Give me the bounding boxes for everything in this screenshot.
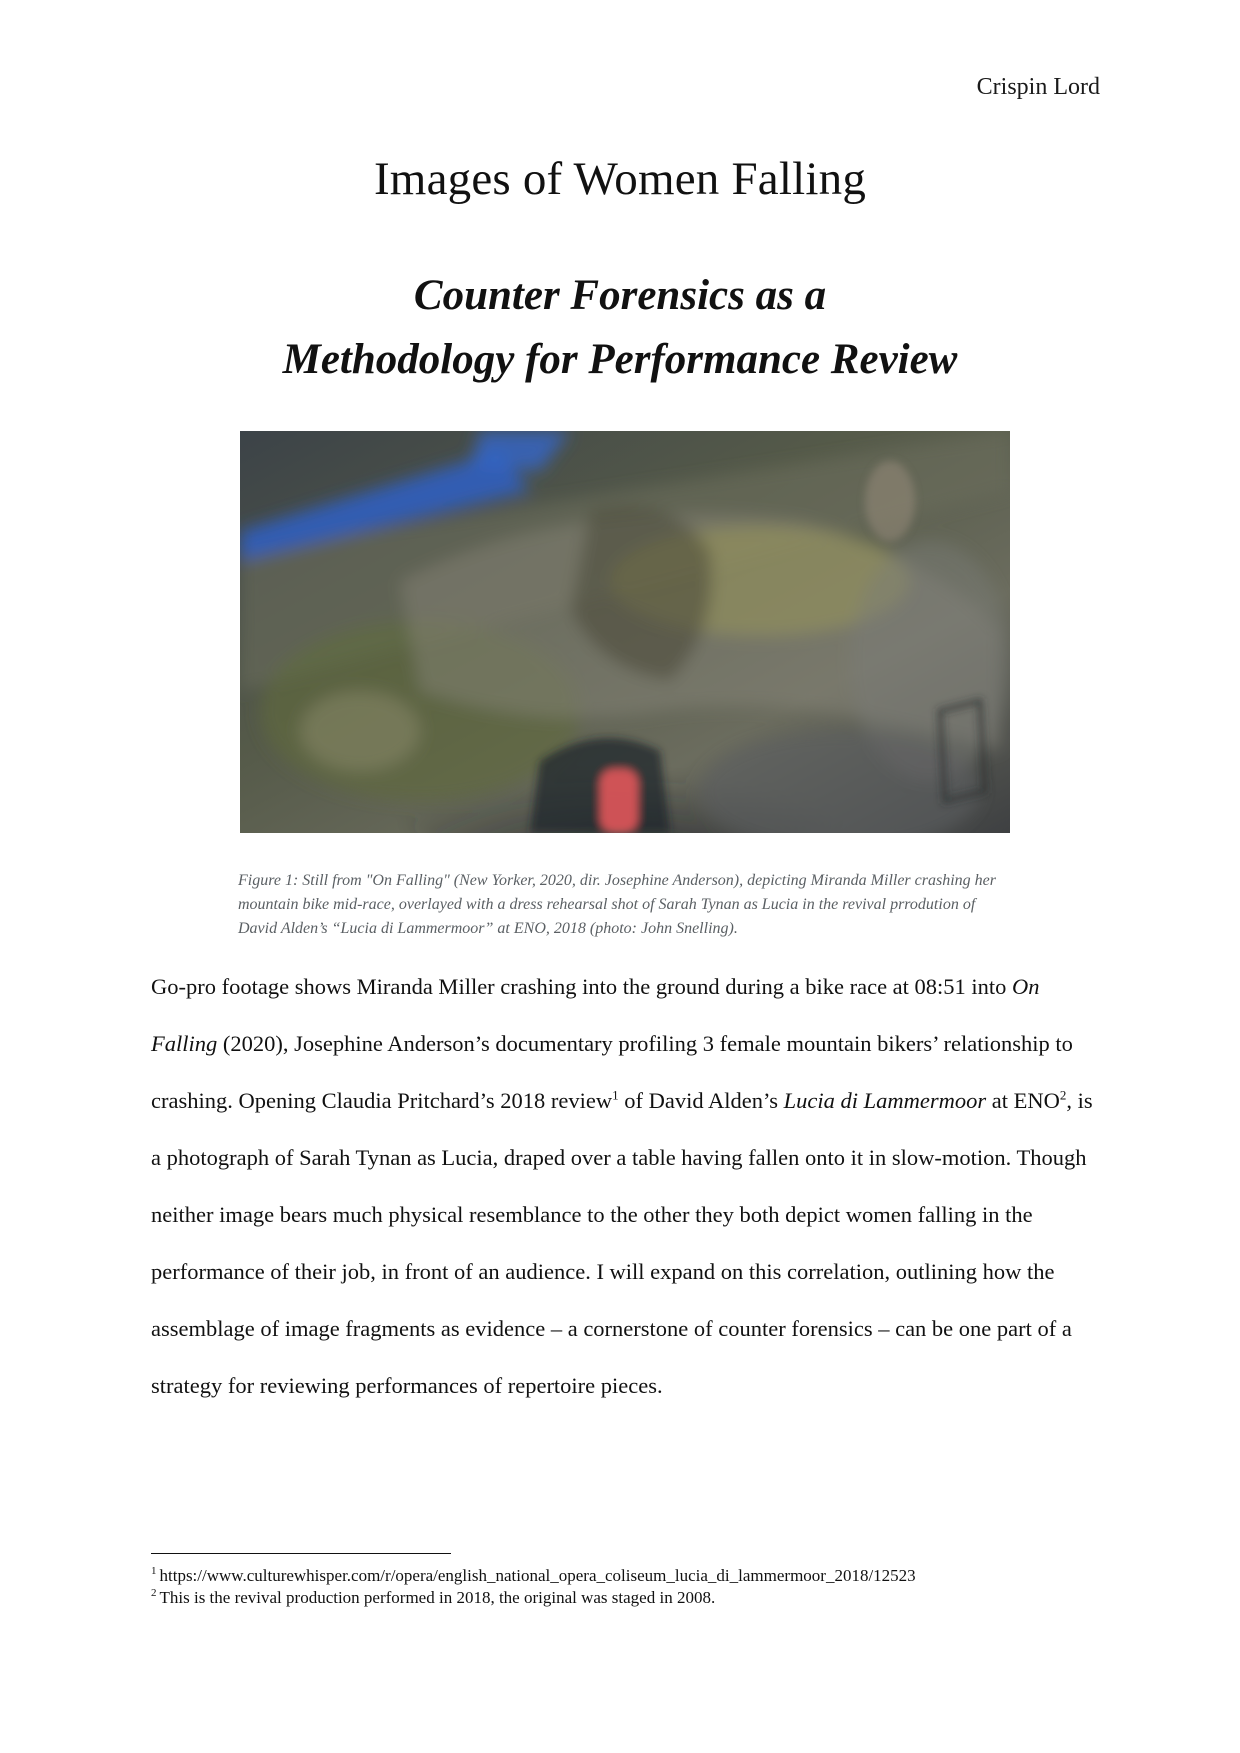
figure-caption: Figure 1: Still from "On Falling" (New Yorker, 2020, dir. Josephine Anderson), depicting Miranda Miller crashing her mountain bike mid-race, overlayed with a dress rehearsal shot of Sarah Tynan as Lucia in the revival prrodution of David Alden’s “Lucia di Lammermoor” at ENO, 2018 (photo: John Snelling). [238, 872, 996, 937]
footnote-ref-2[interactable]: 2 [1059, 1087, 1067, 1103]
footnote-ref-1[interactable]: 1 [612, 1087, 619, 1103]
author-name: Crispin Lord [976, 74, 1100, 100]
opera-title: Lucia di Lammermoor [783, 1088, 987, 1113]
body-paragraph [151, 958, 1101, 1414]
footnote-divider [151, 1553, 451, 1554]
footnote-url[interactable]: https://www.culturewhisper.com/r/opera/english_national_opera_coliseum_lucia_di_lammermoor_2018/12523 [159, 1566, 916, 1585]
page-title: Images of Women Falling [373, 153, 867, 205]
film-title: On Falling [151, 974, 1040, 1056]
footnote-mark: 2 [151, 1587, 157, 1600]
subtitle-line-2: Methodology for Performance Review [282, 336, 958, 383]
footnotes [151, 1565, 1151, 1609]
figure-image [240, 431, 1010, 833]
footnote-mark: 1 [151, 1565, 157, 1578]
body-text-segment: Go-pro footage shows Miranda Miller crashing into the ground during a bike race at 08:51 into [151, 974, 1013, 999]
body-text-segment: (2020), Josephine Anderson’s documentary profiling 3 female mountain bikers’ relationship to crashing. Opening Claudia Pritchard’s 2018 review [151, 1031, 1073, 1113]
footnote-1 [151, 1565, 1151, 1587]
body-text-segment: at ENO [986, 1088, 1060, 1113]
footnote-2 [151, 1587, 1151, 1609]
body-text-segment: of David Alden’s [618, 1088, 784, 1113]
page-subtitle [0, 264, 1240, 392]
footnote-text: This is the revival production performed in 2018, the original was staged in 2008. [159, 1588, 716, 1607]
blurred-overlay-photo [240, 431, 1010, 833]
body-text-segment: , is a photograph of Sarah Tynan as Lucia, draped over a table having fallen onto it in slow-motion. Though neither image bears much physical resemblance to the other they both depict women falling in the performance of their job, in front of an audience. I will expand on this correlation, outlining how the assemblage of image fragments as evidence – a cornerstone of counter forensics – can be one part of a strategy for reviewing performances of repertoire pieces. [151, 1088, 1093, 1398]
subtitle-line-1: Counter Forensics as a [413, 272, 827, 319]
